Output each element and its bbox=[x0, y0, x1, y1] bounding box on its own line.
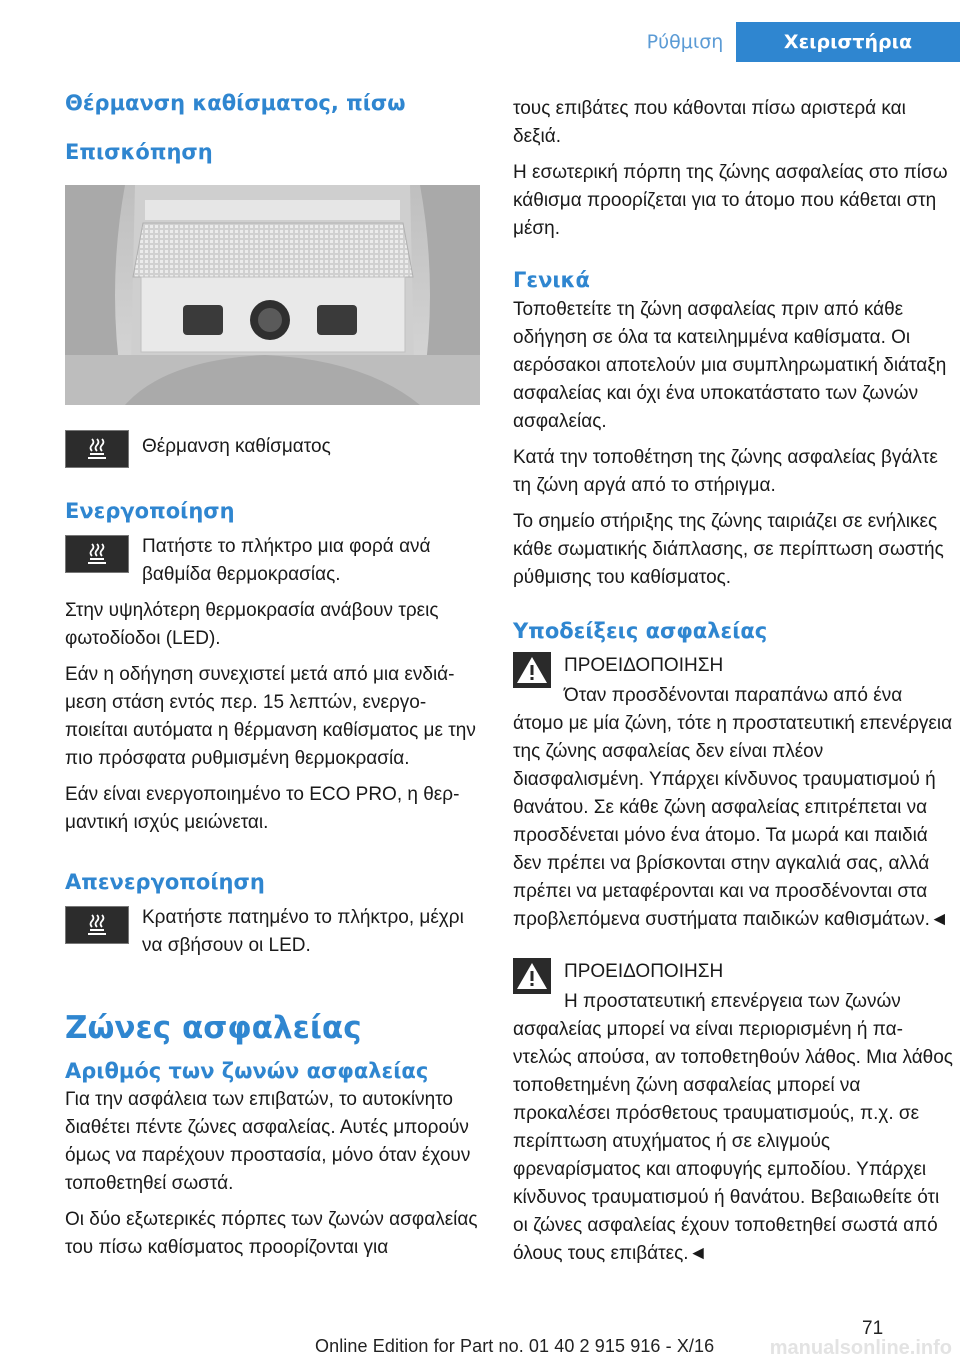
heading-activation: Ενεργοποίηση bbox=[65, 498, 235, 523]
activation-row bbox=[65, 533, 480, 589]
heading-seat-belts: Ζώνες ασφαλείας bbox=[65, 1010, 362, 1047]
warning-label: ΠΡΟΕΙΔΟΠΟΙΗΣΗ bbox=[564, 960, 724, 982]
heading-deactivation: Απενεργοποίηση bbox=[65, 869, 265, 894]
warning-icon bbox=[513, 652, 551, 688]
paragraph: τους επιβάτες που κάθονται πίσω αριστερά και δεξιά. bbox=[513, 98, 906, 147]
seat-heating-caption-row bbox=[65, 428, 480, 468]
deactivation-icon-text: Κρατήστε πατημένο το πλήκτρο, μέχρι να σβήσουν οι LED. bbox=[142, 907, 464, 957]
deactivation-row bbox=[65, 904, 480, 960]
warning-block-2 bbox=[513, 958, 953, 1268]
paragraph: Εάν η οδήγηση συνεχιστεί μετά από μια ενδιάμεση στάση εντός περ. 15 λεπτών, ενεργοποιείται αυτόματα η θέρμανση καθίσματος με την πιο πρόσφατα ρυθμισμένη θερμοκρασία. bbox=[65, 663, 476, 769]
left-column bbox=[65, 90, 480, 1262]
paragraph: Στην υψηλότερη θερμοκρασία ανάβουν τρεις φωτοδίοδοι (LED). bbox=[65, 599, 439, 649]
warning-text: Η προστατευτική επενέργεια των ζωνών ασφαλείας μπορεί να είναι περιορισμένη ή παντελώς απούσα, αν τοποθετηθούν λάθος. Μια λάθος τοποθετημένη ζώνη ασφαλείας μπορεί να προκαλέσει πρόσθετους τραυματισμούς, π.χ. σε περίπτωση ατυχήματος ή σε ελιγμούς φρεναρίσματος και αποφυγής εμποδίου. Υπάρχει κίνδυνος τραυματισμού ή θανάτου. Βεβαιωθείτε ότι οι ζώνες ασφαλείας έχουν τοποθετηθεί σωστά από όλους τους επιβάτες.◄ bbox=[513, 990, 953, 1264]
paragraph: Οι δύο εξωτερικές πόρπες των ζωνών ασφαλείας του πίσω καθίσματος προορίζονται για bbox=[65, 1208, 478, 1258]
activation-icon-text: Πατήστε το πλήκτρο μια φορά ανά βαθμίδα θερμοκρασίας. bbox=[142, 535, 431, 585]
heading-overview: Επισκόπηση bbox=[65, 140, 213, 165]
watermark: manualsonline.info bbox=[769, 1337, 952, 1359]
seat-heater-icon bbox=[65, 430, 129, 468]
section-title-rear-seat-heating: Θέρμανση καθίσματος, πίσω bbox=[65, 91, 406, 115]
page-number: 71 bbox=[862, 1318, 884, 1339]
warning-text: Όταν προσδένονται παραπάνω από ένα άτομο με μία ζώνη, τότε η προστατευτική επενέργεια της ζώνης ασφαλείας δεν είναι πλέον διασφαλισμένη. Υπάρχει κίνδυνος τραυματισμού ή θανάτου. Σε κάθε ζώνη ασφαλείας επιτρέπεται να προσδένεται μόνο ένα άτομο. Τα μωρά και παιδιά δεν πρέπει να βρίσκονται στην αγκαλιά σας, αλλά πρέπει να μεταφέρονται και να προσδένονται στα προβλεπόμενα συστήματα παιδικών καθισμάτων.◄ bbox=[513, 684, 953, 930]
warning-icon bbox=[513, 958, 551, 994]
paragraph: Εάν είναι ενεργοποιημένο το ECO PRO, η θερμαντική ισχύς μειώνεται. bbox=[65, 783, 460, 833]
heading-safety-notes: Υποδείξεις ασφαλείας bbox=[513, 619, 768, 644]
header-tabs bbox=[634, 22, 960, 62]
heading-general: Γενικά bbox=[513, 268, 590, 292]
paragraph: Κατά την τοποθέτηση της ζώνης ασφαλείας βγάλτε τη ζώνη αργά από το στήριγμα. bbox=[513, 447, 938, 497]
seat-heating-panel-photo bbox=[65, 185, 480, 405]
seat-heater-icon bbox=[65, 535, 129, 573]
seat-heater-icon bbox=[65, 906, 129, 944]
paragraph: Το σημείο στήριξης της ζώνης ταιριάζει σε ενήλικες κάθε σωματικής διάπλασης, σε περίπτωση σωστής ρύθμισης του καθίσματος. bbox=[513, 511, 944, 589]
tab-controls[interactable]: Χειριστήρια bbox=[736, 22, 960, 62]
edition-footer: Online Edition for Part no. 01 40 2 915 916 - X/16 bbox=[315, 1336, 715, 1356]
right-column bbox=[513, 95, 953, 1268]
caption-seat-heating: Θέρμανση καθίσματος bbox=[142, 435, 331, 457]
paragraph: Τοποθετείτε τη ζώνη ασφαλείας πριν από κάθε οδήγηση σε όλα τα κατειλημμένα καθίσματα. Οι αερόσακοι αποτελούν μια συμπληρωματική διάταξη ασφαλείας και όχι ένα υποκατάστατο των ζωνών ασφαλείας. bbox=[513, 299, 947, 433]
paragraph: Για την ασφάλεια των επιβατών, το αυτοκίνητο διαθέτει πέντε ζώνες ασφαλείας. Αυτές μπορούν όμως να παρέχουν προστασία, μόνο όταν έχουν τοποθετηθεί σωστά. bbox=[65, 1088, 471, 1194]
warning-block-1 bbox=[513, 652, 953, 934]
warning-label: ΠΡΟΕΙΔΟΠΟΙΗΣΗ bbox=[564, 654, 724, 676]
paragraph: Η εσωτερική πόρπη της ζώνης ασφαλείας στο πίσω κάθισμα προορίζεται για το άτομο που κάθεται στη μέση. bbox=[513, 162, 948, 239]
tab-settings[interactable]: Ρύθμιση bbox=[646, 31, 724, 53]
heading-number-of-belts: Αριθμός των ζωνών ασφαλείας bbox=[65, 1059, 429, 1084]
